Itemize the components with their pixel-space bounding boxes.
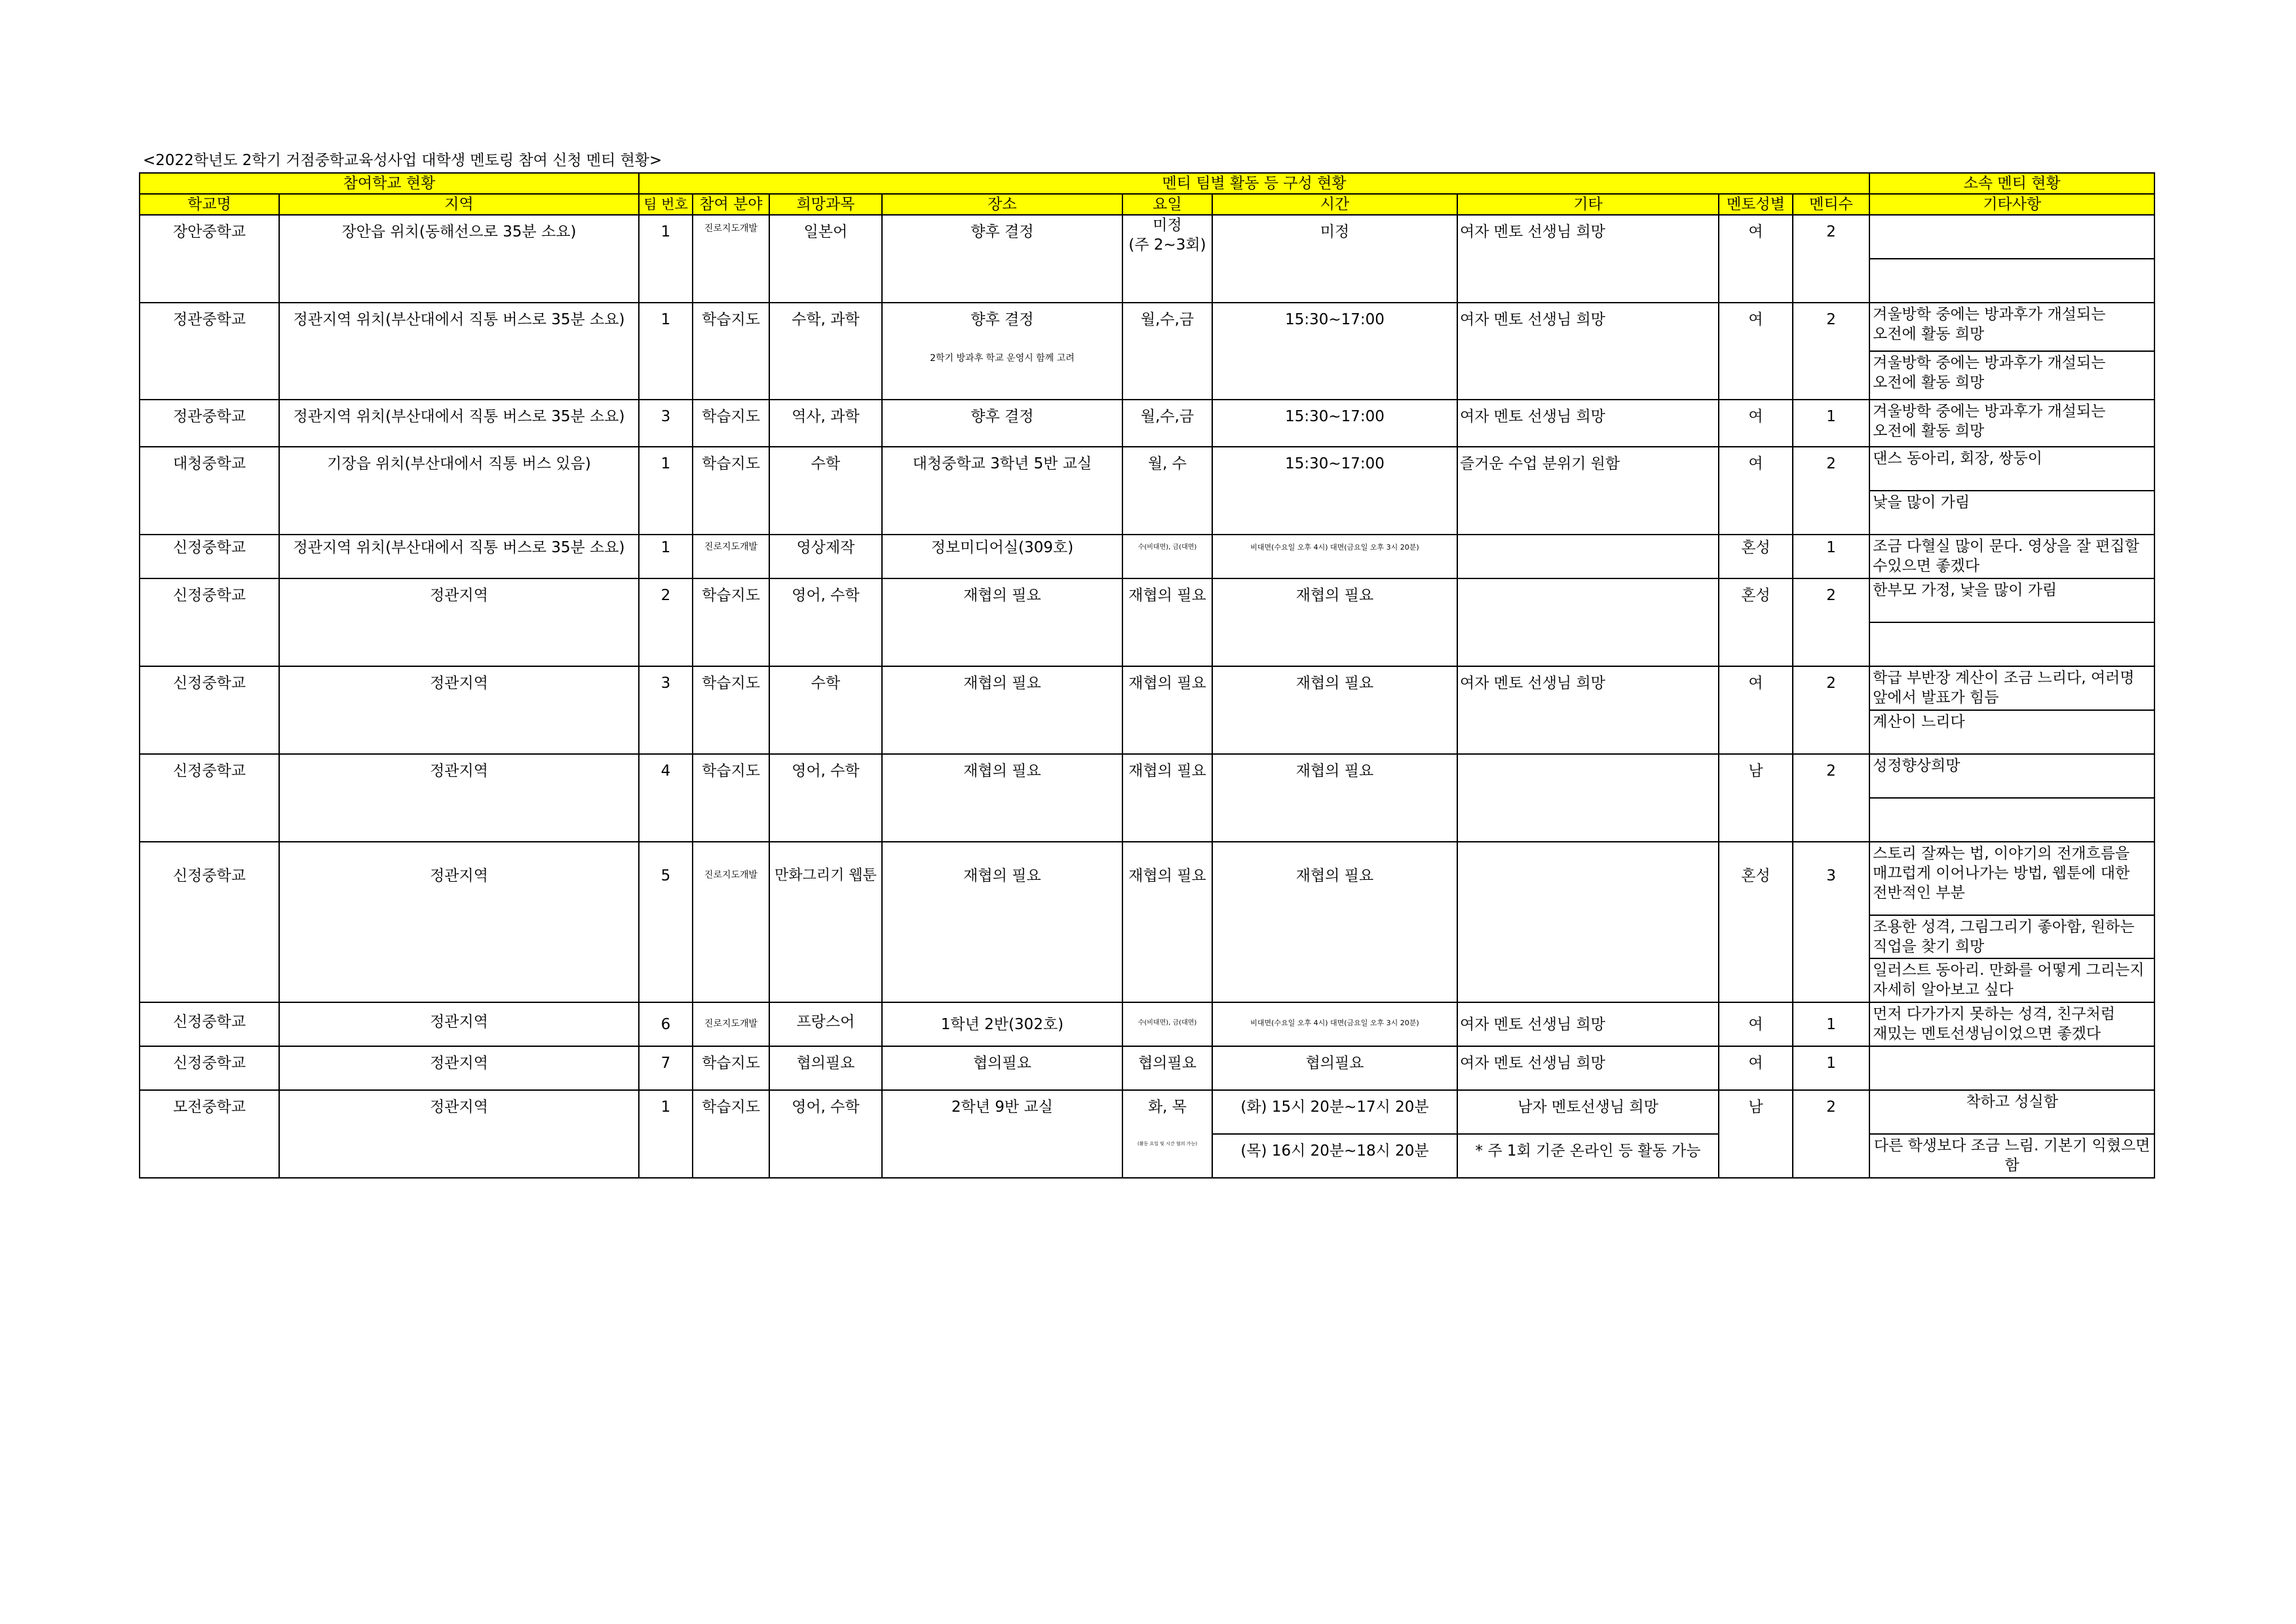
mentor-gender-cell: 여 xyxy=(1719,1046,1793,1090)
notes-cell xyxy=(1869,215,2154,259)
place-cell: 대청중학교 3학년 5반 교실 xyxy=(882,447,1122,535)
school-cell: 신정중학교 xyxy=(140,754,279,842)
time-cell: 15:30~17:00 xyxy=(1212,447,1457,535)
day-cell: 재협의 필요 xyxy=(1122,754,1212,842)
col-header-region: 지역 xyxy=(279,194,639,215)
table-row xyxy=(140,215,2154,259)
school-cell: 대청중학교 xyxy=(140,447,279,535)
notes-cell: 착하고 성실함 xyxy=(1869,1090,2154,1134)
place-cell: 재협의 필요 xyxy=(882,666,1122,754)
field-cell: 학습지도 xyxy=(693,400,769,447)
subject-cell: 일본어 xyxy=(769,215,882,303)
mentee-status-table xyxy=(139,172,2155,1179)
team-no-cell: 7 xyxy=(639,1046,693,1090)
region-cell: 정관지역 xyxy=(279,1046,639,1090)
time-cell: 재협의 필요 xyxy=(1212,666,1457,754)
subject-cell: 영어, 수학 xyxy=(769,754,882,842)
team-no-cell: 6 xyxy=(639,1002,693,1046)
notes-cell: 성정향상희망 xyxy=(1869,754,2154,798)
table-row xyxy=(140,1002,2154,1046)
place-cell: 향후 결정 xyxy=(882,400,1122,447)
mentee-count-cell: 1 xyxy=(1793,535,1869,578)
mentor-gender-cell: 여 xyxy=(1719,400,1793,447)
notes-cell xyxy=(1869,259,2154,303)
mentee-count-cell: 2 xyxy=(1793,578,1869,666)
time-cell: 재협의 필요 xyxy=(1212,754,1457,842)
mentor-gender-cell: 남 xyxy=(1719,1090,1793,1178)
mentor-gender-cell: 여 xyxy=(1719,303,1793,400)
time-cell: 재협의 필요 xyxy=(1212,842,1457,1002)
table-row xyxy=(140,535,2154,578)
field-cell: 학습지도 xyxy=(693,303,769,400)
day-cell: 재협의 필요 xyxy=(1122,666,1212,754)
notes-cell: 스토리 잘짜는 법, 이야기의 전개흐름을 매끄럽게 이어나가는 방법, 웹툰에 대한 전반적인 부분 xyxy=(1869,842,2154,915)
mentee-count-cell: 3 xyxy=(1793,842,1869,1002)
region-cell: 정관지역 위치(부산대에서 직통 버스로 35분 소요) xyxy=(279,400,639,447)
notes-cell: 낯을 많이 가림 xyxy=(1869,491,2154,535)
time-cell: 비대면(수요일 오후 4시) 대면(금요일 오후 3시 20분) xyxy=(1212,1002,1457,1046)
time-cell: 15:30~17:00 xyxy=(1212,400,1457,447)
team-no-cell: 3 xyxy=(639,400,693,447)
team-no-cell: 1 xyxy=(639,303,693,400)
day-text: 미정 xyxy=(1153,217,1182,234)
table-row xyxy=(140,303,2154,351)
place-cell: 1학년 2반(302호) xyxy=(882,1002,1122,1046)
mentee-count-cell: 1 xyxy=(1793,1002,1869,1046)
table-row xyxy=(140,400,2154,447)
region-cell: 정관지역 xyxy=(279,754,639,842)
notes-cell xyxy=(1869,622,2154,666)
time-cell: (화) 15시 20분~17시 20분 xyxy=(1212,1090,1457,1134)
notes-cell: 먼저 다가가지 못하는 성격, 친구처럼 재밌는 멘토선생님이었으면 좋겠다 xyxy=(1869,1002,2154,1046)
notes-cell: 겨울방학 중에는 방과후가 개설되는 오전에 활동 희망 xyxy=(1869,400,2154,447)
subject-cell: 수학 xyxy=(769,447,882,535)
table-row xyxy=(140,447,2154,491)
school-cell: 신정중학교 xyxy=(140,842,279,1002)
group-header-school: 참여학교 현황 xyxy=(140,173,639,194)
col-header-mentee-count: 멘티수 xyxy=(1793,194,1869,215)
team-no-cell: 1 xyxy=(639,535,693,578)
col-header-subject: 희망과목 xyxy=(769,194,882,215)
field-cell: 학습지도 xyxy=(693,666,769,754)
table-row xyxy=(140,1090,2154,1134)
mentor-gender-cell: 남 xyxy=(1719,754,1793,842)
day-cell xyxy=(1122,215,1212,303)
field-cell: 학습지도 xyxy=(693,1090,769,1178)
col-header-place: 장소 xyxy=(882,194,1122,215)
mentor-gender-cell: 여 xyxy=(1719,1002,1793,1046)
place-cell: 재협의 필요 xyxy=(882,842,1122,1002)
school-cell: 신정중학교 xyxy=(140,578,279,666)
field-cell: 진로지도개발 xyxy=(693,535,769,578)
group-header-mentee: 소속 멘티 현황 xyxy=(1869,173,2154,194)
etc-cell: 남자 멘토선생님 희망 xyxy=(1457,1090,1719,1134)
region-cell: 정관지역 xyxy=(279,578,639,666)
day-cell xyxy=(1122,1090,1212,1178)
etc-cell: 여자 멘토 선생님 희망 xyxy=(1457,1046,1719,1090)
team-no-cell: 1 xyxy=(639,215,693,303)
etc-cell: 여자 멘토 선생님 희망 xyxy=(1457,215,1719,303)
etc-cell xyxy=(1457,754,1719,842)
notes-cell: 계산이 느리다 xyxy=(1869,710,2154,754)
subject-cell: 프랑스어 xyxy=(769,1002,882,1046)
place-text: 향후 결정 xyxy=(970,311,1034,328)
school-cell: 정관중학교 xyxy=(140,400,279,447)
notes-cell xyxy=(1869,798,2154,842)
table-row xyxy=(140,1046,2154,1090)
team-no-cell: 4 xyxy=(639,754,693,842)
day-note: (활동 요일 및 시간 협의 가능) xyxy=(1138,1141,1197,1146)
place-cell: 향후 결정 xyxy=(882,215,1122,303)
mentor-gender-cell: 여 xyxy=(1719,215,1793,303)
etc-cell xyxy=(1457,535,1719,578)
team-no-cell: 1 xyxy=(639,447,693,535)
table-row xyxy=(140,842,2154,915)
subject-cell: 영상제작 xyxy=(769,535,882,578)
team-no-cell: 5 xyxy=(639,842,693,1002)
region-cell: 기장읍 위치(부산대에서 직통 버스 있음) xyxy=(279,447,639,535)
field-cell: 진로지도개발 xyxy=(693,1002,769,1046)
col-header-team-no: 팀 번호 xyxy=(639,194,693,215)
notes-cell: 겨울방학 중에는 방과후가 개설되는 오전에 활동 희망 xyxy=(1869,303,2154,351)
table-row xyxy=(140,666,2154,710)
day-cell: 협의필요 xyxy=(1122,1046,1212,1090)
day-cell: 월, 수 xyxy=(1122,447,1212,535)
etc-cell: 여자 멘토 선생님 희망 xyxy=(1457,400,1719,447)
school-cell: 모전중학교 xyxy=(140,1090,279,1178)
time-cell: 협의필요 xyxy=(1212,1046,1457,1090)
region-cell: 장안읍 위치(동해선으로 35분 소요) xyxy=(279,215,639,303)
subject-cell: 협의필요 xyxy=(769,1046,882,1090)
etc-cell: 여자 멘토 선생님 희망 xyxy=(1457,1002,1719,1046)
subject-cell: 만화그리기 웹툰 xyxy=(769,842,882,1002)
time-cell: 재협의 필요 xyxy=(1212,578,1457,666)
day-cell: 재협의 필요 xyxy=(1122,578,1212,666)
col-header-school: 학교명 xyxy=(140,194,279,215)
notes-cell: 조금 다혈실 많이 문다. 영상을 잘 편집할 수있으면 좋겠다 xyxy=(1869,535,2154,578)
notes-cell: 다른 학생보다 조금 느림. 기본기 익혔으면 함 xyxy=(1869,1134,2154,1178)
school-cell: 정관중학교 xyxy=(140,303,279,400)
column-header-row xyxy=(140,194,2154,215)
field-cell: 학습지도 xyxy=(693,447,769,535)
page-title: <2022학년도 2학기 거점중학교육성사업 대학생 멘토링 참여 신청 멘티 현황> xyxy=(143,152,662,169)
day-note: (주 2~3회) xyxy=(1128,236,1206,254)
mentee-count-cell: 2 xyxy=(1793,447,1869,535)
day-cell: 월,수,금 xyxy=(1122,400,1212,447)
field-cell: 학습지도 xyxy=(693,578,769,666)
mentee-count-cell: 2 xyxy=(1793,1090,1869,1178)
col-header-notes: 기타사항 xyxy=(1869,194,2154,215)
mentee-count-cell: 2 xyxy=(1793,666,1869,754)
notes-cell: 댄스 동아리, 회장, 쌍둥이 xyxy=(1869,447,2154,491)
subject-cell: 수학 xyxy=(769,666,882,754)
day-text: 화, 목 xyxy=(1147,1099,1187,1116)
place-note: 2학기 방과후 학교 운영시 함께 고려 xyxy=(930,353,1075,364)
region-cell: 정관지역 위치(부산대에서 직통 버스로 35분 소요) xyxy=(279,535,639,578)
field-cell: 진로지도개발 xyxy=(693,842,769,1002)
mentor-gender-cell: 혼성 xyxy=(1719,578,1793,666)
region-cell: 정관지역 xyxy=(279,842,639,1002)
subject-cell: 역사, 과학 xyxy=(769,400,882,447)
col-header-day: 요일 xyxy=(1122,194,1212,215)
day-cell: 월,수,금 xyxy=(1122,303,1212,400)
team-no-cell: 1 xyxy=(639,1090,693,1178)
day-cell: 수(비대면), 금(대면) xyxy=(1122,1002,1212,1046)
place-cell: 재협의 필요 xyxy=(882,754,1122,842)
mentee-count-cell: 2 xyxy=(1793,754,1869,842)
field-cell: 학습지도 xyxy=(693,1046,769,1090)
place-cell: 협의필요 xyxy=(882,1046,1122,1090)
school-cell: 신정중학교 xyxy=(140,1002,279,1046)
subject-cell: 수학, 과학 xyxy=(769,303,882,400)
etc-cell xyxy=(1457,842,1719,1002)
place-cell: 정보미디어실(309호) xyxy=(882,535,1122,578)
place-cell: 2학년 9반 교실 xyxy=(882,1090,1122,1178)
group-header-team: 멘티 팀별 활동 등 구성 현황 xyxy=(639,173,1869,194)
group-header-row xyxy=(140,173,2154,194)
field-cell: 학습지도 xyxy=(693,754,769,842)
place-cell: 재협의 필요 xyxy=(882,578,1122,666)
region-cell: 정관지역 xyxy=(279,666,639,754)
day-cell: 재협의 필요 xyxy=(1122,842,1212,1002)
time-cell: 비대면(수요일 오후 4시) 대면(금요일 오후 3시 20분) xyxy=(1212,535,1457,578)
etc-cell: 여자 멘토 선생님 희망 xyxy=(1457,666,1719,754)
notes-cell: 조용한 성격, 그림그리기 좋아함, 원하는 직업을 찾기 희망 xyxy=(1869,915,2154,958)
mentor-gender-cell: 여 xyxy=(1719,666,1793,754)
col-header-mentor-gender: 멘토성별 xyxy=(1719,194,1793,215)
time-cell: 미정 xyxy=(1212,215,1457,303)
mentor-gender-cell: 혼성 xyxy=(1719,842,1793,1002)
school-cell: 신정중학교 xyxy=(140,1046,279,1090)
school-cell: 장안중학교 xyxy=(140,215,279,303)
mentee-count-cell: 2 xyxy=(1793,215,1869,303)
field-cell: 진로지도개발 xyxy=(693,215,769,303)
notes-cell: 한부모 가정, 낯을 많이 가림 xyxy=(1869,578,2154,622)
etc-cell xyxy=(1457,578,1719,666)
place-cell xyxy=(882,303,1122,400)
mentor-gender-cell: 여 xyxy=(1719,447,1793,535)
table-row xyxy=(140,754,2154,798)
team-no-cell: 2 xyxy=(639,578,693,666)
region-cell: 정관지역 위치(부산대에서 직통 버스로 35분 소요) xyxy=(279,303,639,400)
etc-cell: 여자 멘토 선생님 희망 xyxy=(1457,303,1719,400)
col-header-etc: 기타 xyxy=(1457,194,1719,215)
mentor-gender-cell: 혼성 xyxy=(1719,535,1793,578)
etc-cell: * 주 1회 기준 온라인 등 활동 가능 xyxy=(1457,1134,1719,1178)
etc-cell: 즐거운 수업 분위기 원함 xyxy=(1457,447,1719,535)
col-header-field: 참여 분야 xyxy=(693,194,769,215)
region-cell: 정관지역 xyxy=(279,1090,639,1178)
notes-cell: 학급 부반장 계산이 조금 느리다, 여러명 앞에서 발표가 힘듬 xyxy=(1869,666,2154,710)
day-cell: 수(비대면), 금(대면) xyxy=(1122,535,1212,578)
subject-cell: 영어, 수학 xyxy=(769,578,882,666)
time-cell: (목) 16시 20분~18시 20분 xyxy=(1212,1134,1457,1178)
notes-cell: 일러스트 동아리. 만화를 어떻게 그리는지 자세히 알아보고 싶다 xyxy=(1869,958,2154,1002)
table-row xyxy=(140,578,2154,622)
mentee-count-cell: 2 xyxy=(1793,303,1869,400)
team-no-cell: 3 xyxy=(639,666,693,754)
notes-cell xyxy=(1869,1046,2154,1090)
notes-cell: 겨울방학 중에는 방과후가 개설되는 오전에 활동 희망 xyxy=(1869,351,2154,400)
mentee-count-cell: 1 xyxy=(1793,400,1869,447)
col-header-time: 시간 xyxy=(1212,194,1457,215)
subject-cell: 영어, 수학 xyxy=(769,1090,882,1178)
region-cell: 정관지역 xyxy=(279,1002,639,1046)
mentee-count-cell: 1 xyxy=(1793,1046,1869,1090)
time-cell: 15:30~17:00 xyxy=(1212,303,1457,400)
school-cell: 신정중학교 xyxy=(140,666,279,754)
school-cell: 신정중학교 xyxy=(140,535,279,578)
